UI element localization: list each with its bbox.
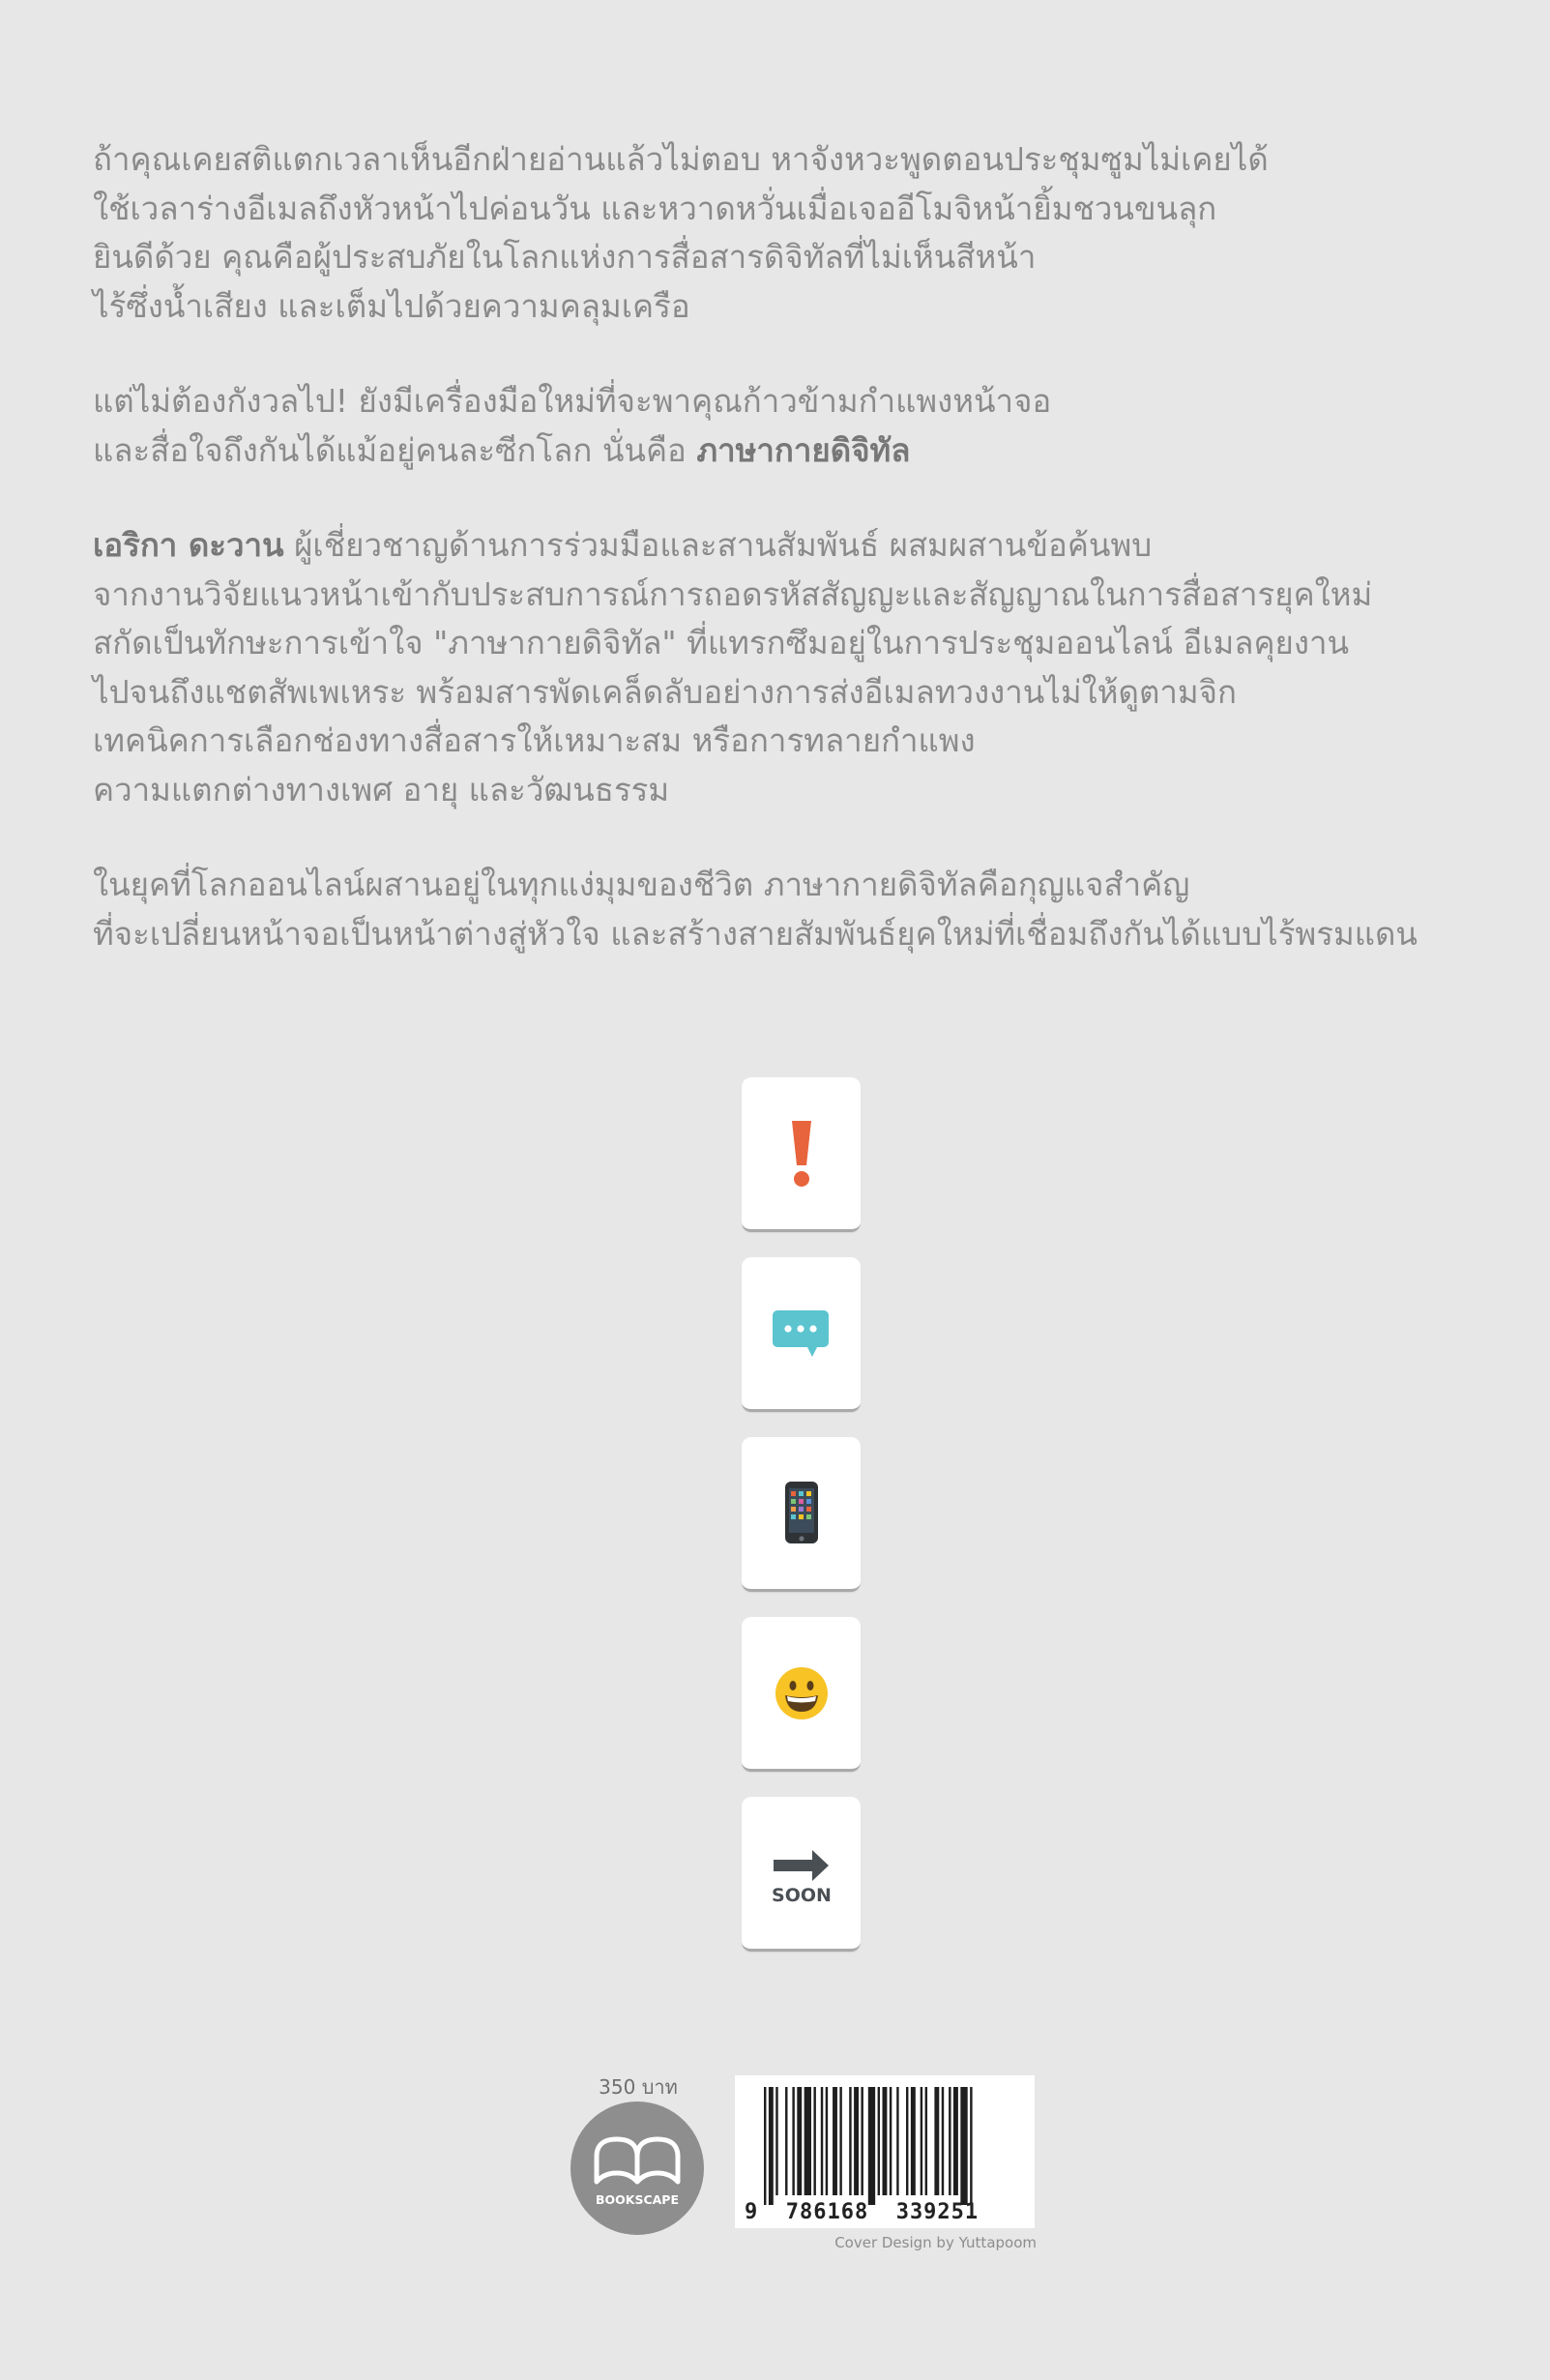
barcode-bar <box>925 2087 927 2195</box>
blurb-paragraph-3 <box>93 521 1524 814</box>
barcode-bar <box>764 2087 766 2205</box>
barcode-bar <box>949 2087 950 2195</box>
blurb-line: ใช้เวลาร่างอีเมลถึงหัวหน้าไปค่อนวัน และหวาดหวั่นเมื่อเจออีโมจิหน้ายิ้มชวนขนลุก <box>93 189 1217 227</box>
price-label: 350 บาท <box>599 2075 678 2099</box>
barcode-bar <box>960 2087 967 2205</box>
publisher-name: BOOKSCAPE <box>595 2192 680 2207</box>
blurb-line: ไร้ซึ่งน้ำเสียง และเต็มไปด้วยความคลุมเครือ <box>93 286 690 325</box>
exclamation-icon <box>782 1115 821 1192</box>
barcode-bar <box>849 2087 851 2195</box>
soon-arrow-icon <box>768 1839 835 1907</box>
barcode-bar <box>833 2087 837 2195</box>
blurb-line: สกัดเป็นทักษะการเข้าใจ "ภาษากายดิจิทัล" ที่แทรกซึมอยู่ในการประชุมออนไลน์ อีเมลคุยงาน <box>93 624 1350 661</box>
barcode-bar <box>804 2087 811 2195</box>
barcode-bar <box>785 2087 787 2195</box>
blurb-line: แต่ไม่ต้องกังวลไป! ยังมีเครื่องมือใหม่ที่จะพาคุณก้าวข้ามกำแพงหน้าจอ <box>93 382 1052 420</box>
blurb-line: ความแตกต่างทางเพศ อายุ และวัฒนธรรม <box>93 770 670 808</box>
blurb-line <box>93 521 1524 571</box>
book-title-highlight: ภาษากายดิจิทัล <box>696 430 911 469</box>
barcode-bar <box>826 2087 828 2195</box>
card-grinning-face <box>742 1617 861 1772</box>
blurb-line: จากงานวิจัยแนวหน้าเข้ากับประสบการณ์การถอดรหัสสัญญะและสัญญาณในการสื่อสารยุคใหม่ <box>93 574 1373 613</box>
blurb-text: ผู้เชี่ยวชาญด้านการร่วมมือและสานสัมพันธ์ ผสมผสานข้อค้นพบ <box>283 526 1153 564</box>
blurb-line: ยินดีด้วย คุณคือผู้ประสบภัยในโลกแห่งการสื่อสารดิจิทัลที่ไม่เห็นสีหน้า <box>93 238 1037 276</box>
blurb-text: และสื่อใจถึงกันได้แม้อยู่คนละซีกโลก นั่นคือ <box>93 430 697 469</box>
barcode-bar <box>821 2087 823 2195</box>
barcode-bar <box>942 2087 944 2195</box>
barcode-bar <box>906 2087 908 2195</box>
blurb-paragraph-1 <box>93 135 1524 331</box>
isbn-number: 9 786168 339251 <box>745 2200 980 2224</box>
blurb-line: ที่จะเปลี่ยนหน้าจอเป็นหน้าต่างสู่หัวใจ และสร้างสายสัมพันธ์ยุคใหม่ที่เชื่อมถึงกันได้แบบไร้พรมแดน <box>93 914 1418 953</box>
blurb-line: ไปจนถึงแชตสัพเพเหระ พร้อมสารพัดเคล็ดลับอย่างการส่งอีเมลทวงงานไม่ให้ดูตามจิก <box>93 672 1237 711</box>
blurb-line: ถ้าคุณเคยสติแตกเวลาเห็นอีกฝ่ายอ่านแล้วไม่ตอบ หาจังหวะพูดตอนประชุมซูมไม่เคยได้ <box>93 140 1269 178</box>
back-cover-blurb <box>93 135 1524 1005</box>
barcode-bar <box>896 2087 898 2195</box>
barcode-bar <box>911 2087 916 2195</box>
isbn-barcode <box>735 2075 1035 2228</box>
barcode-bar <box>769 2087 774 2205</box>
card-exclamation <box>742 1077 861 1232</box>
publisher-logo <box>570 2101 705 2236</box>
card-soon-arrow <box>742 1797 861 1952</box>
card-speech-bubble <box>742 1257 861 1412</box>
card-smartphone <box>742 1437 861 1592</box>
speech-bubble-icon <box>768 1305 835 1363</box>
soon-label: SOON <box>771 1884 832 1906</box>
barcode-bar <box>953 2087 958 2195</box>
blurb-line <box>93 426 1524 476</box>
blurb-line: ในยุคที่โลกออนไลน์ผสานอยู่ในทุกแง่มุมของชีวิต ภาษากายดิจิทัลคือกุญแจสำคัญ <box>93 866 1190 903</box>
blurb-paragraph-2 <box>93 377 1524 475</box>
barcode-bar <box>890 2087 892 2195</box>
barcode-bar <box>883 2087 888 2195</box>
barcode-bar <box>813 2087 815 2195</box>
barcode-bar <box>868 2087 875 2205</box>
barcode-bar <box>921 2087 922 2195</box>
open-book-icon <box>570 2101 705 2236</box>
blurb-line: เทคนิคการเลือกช่องทางสื่อสารให้เหมาะสม หรือการทลายกำแพง <box>93 721 976 759</box>
smartphone-icon <box>780 1480 823 1547</box>
barcode-bar <box>970 2087 972 2205</box>
author-name: เอริกา ดะวาน <box>93 526 284 564</box>
barcode-bar <box>934 2087 939 2195</box>
barcode-bar <box>854 2087 859 2195</box>
barcode-bar <box>775 2087 777 2195</box>
grinning-face-icon <box>772 1663 832 1723</box>
blurb-paragraph-4 <box>93 861 1524 958</box>
barcode-bar <box>878 2087 880 2195</box>
barcode-bar <box>839 2087 841 2195</box>
cover-design-credit: Cover Design by Yuttapoom <box>834 2234 1037 2251</box>
barcode-bar <box>792 2087 794 2195</box>
barcode-bar <box>797 2087 802 2195</box>
barcode-bar <box>861 2087 863 2195</box>
